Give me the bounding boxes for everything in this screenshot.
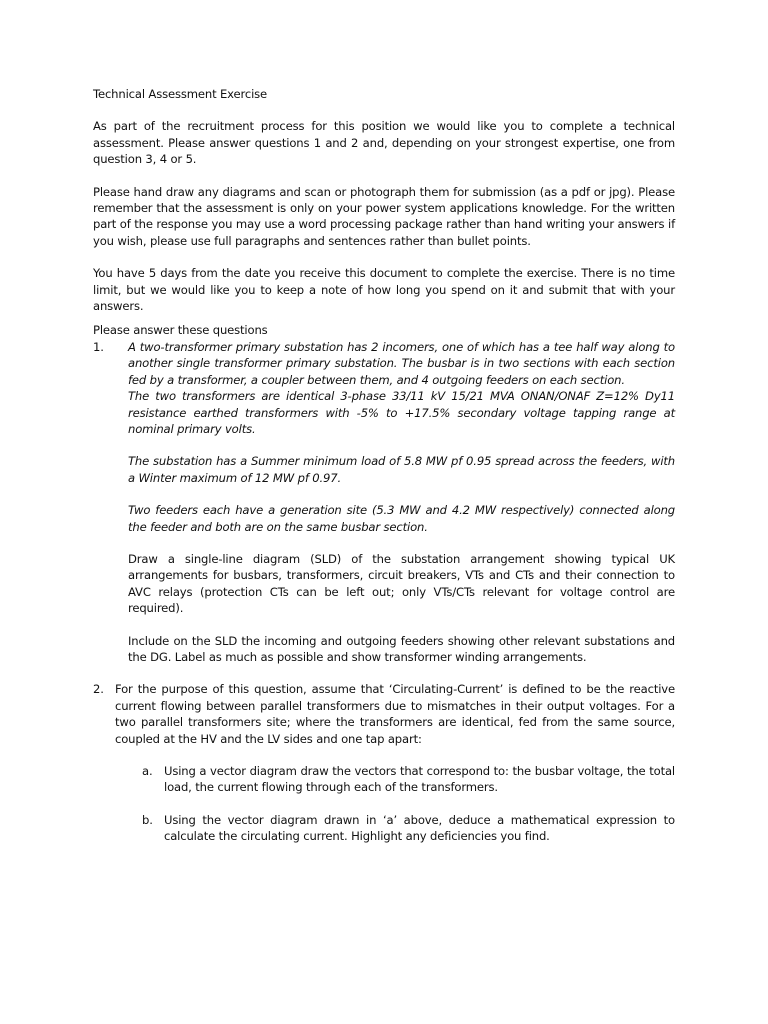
time-limit-paragraph: You have 5 days from the date you receive this document to complete the exercise. There is no time limit, but we would like you to keep a note of how long you spend on it and submit that with your answers.	[93, 266, 675, 314]
document-title: Technical Assessment Exercise	[93, 87, 268, 101]
question-2-number: 2.	[93, 682, 104, 697]
diagram-instructions-paragraph: Please hand draw any diagrams and scan or photograph them for submission (as a pdf or jpg). Please remember that the assessment is only on your power system applications knowledge. For the written part of the response you may use a word processing package rather than hand writing your answers if you wish, please use full paragraphs and sentences rather than bullet points.	[93, 184, 675, 248]
question-1-para-1: A two-transformer primary substation has 2 incomers, one of which has a tee half way along to another single transformer primary substation. The busbar is in two sections with each section fed by a transformer, a coupler between them, and 4 outgoing feeders on each section.	[128, 339, 675, 387]
question-1-para-4: Two feeders each have a generation site (5.3 MW and 4.2 MW respectively) connected along the feeder and both are on the same busbar section.	[128, 503, 675, 534]
questions-heading: Please answer these questions	[93, 323, 268, 338]
question-2-text: For the purpose of this question, assume that ‘Circulating-Current’ is defined to be the reactive current flowing between parallel transformers due to mismatches in their output voltages. For a two parallel transformers site; where the transformers are identical, fed from the same source, coupled at the HV and the LV sides and one tap apart:	[115, 682, 675, 746]
question-1	[93, 339, 675, 666]
question-1-para-3: The substation has a Summer minimum load of 5.8 MW pf 0.95 spread across the feeders, with a Winter maximum of 12 MW pf 0.97.	[128, 454, 675, 485]
question-1-para-5: Draw a single-line diagram (SLD) of the substation arrangement showing typical UK arrangements for busbars, transformers, circuit breakers, VTs and CTs and their connection to AVC relays (protection CTs can be left out; only VTs/CTs relevant for voltage control are required).	[128, 551, 675, 616]
question-2a	[142, 763, 675, 796]
question-2b-label: b.	[142, 812, 153, 827]
question-2a-text: Using a vector diagram draw the vectors that correspond to: the busbar voltage, the total load, the current flowing through each of the transformers.	[164, 764, 675, 795]
question-1-para-2: The two transformers are identical 3-phase 33/11 kV 15/21 MVA ONAN/ONAF Z=12% Dy11 resistance earthed transformers with -5% to +17.5% secondary voltage tapping range at nominal primary volts.	[128, 389, 675, 436]
question-2b	[142, 812, 675, 845]
question-1-number: 1.	[93, 339, 104, 354]
question-2	[93, 681, 675, 747]
question-1-para-6: Include on the SLD the incoming and outgoing feeders showing other relevant substations and the DG. Label as much as possible and show transformer winding arrangements.	[128, 633, 675, 664]
intro-paragraph: As part of the recruitment process for this position we would like you to complete a technical assessment. Please answer questions 1 and 2 and, depending on your strongest expertise, one from question 3, 4 or 5.	[93, 119, 675, 167]
question-1-body	[128, 339, 675, 666]
document-page	[93, 86, 675, 845]
question-2a-label: a.	[142, 764, 153, 778]
question-2b-text: Using the vector diagram drawn in ‘a’ above, deduce a mathematical expression to calculate the circulating current. Highlight any deficiencies you find.	[164, 812, 675, 844]
